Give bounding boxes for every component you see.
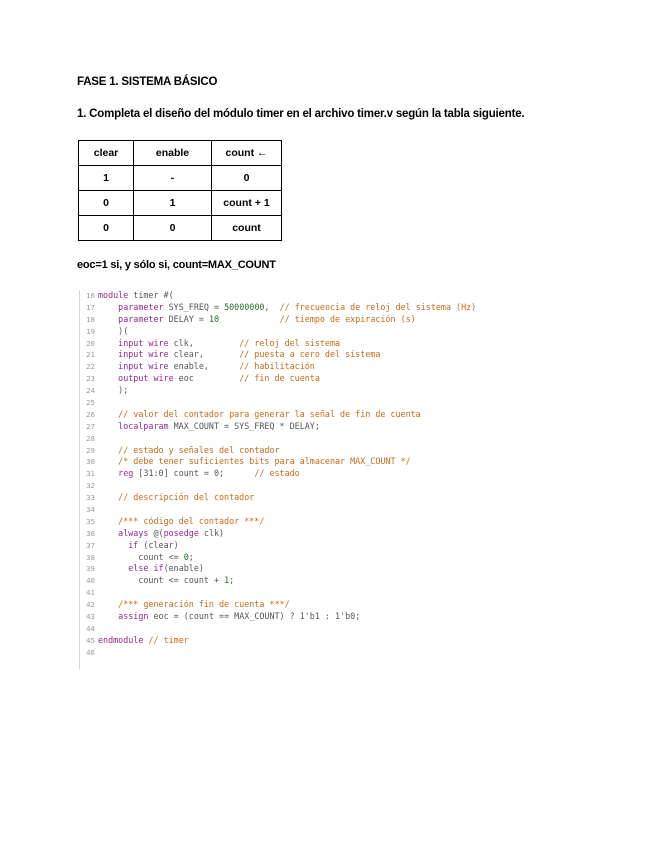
code-line	[80, 528, 570, 540]
code-text	[98, 516, 264, 528]
code-line	[80, 480, 570, 492]
code-token: // estado y señales del contador	[118, 444, 280, 455]
line-number: 27	[86, 421, 95, 431]
code-listing	[79, 290, 570, 669]
code-token	[98, 314, 118, 324]
code-text	[98, 373, 320, 385]
line-number: 30	[86, 457, 95, 467]
table-cell: -	[134, 166, 212, 191]
code-line	[80, 290, 570, 302]
code-token: reg	[118, 468, 134, 479]
code-token	[98, 599, 118, 609]
table-row	[79, 216, 282, 241]
code-token: module	[98, 290, 129, 300]
code-token	[98, 373, 118, 383]
section-heading: FASE 1. SISTEMA BÁSICO	[77, 76, 218, 88]
line-number: 19	[86, 326, 95, 336]
code-line	[80, 504, 570, 516]
code-line	[80, 552, 570, 564]
line-number: 29	[86, 445, 95, 455]
table-cell: 0	[134, 216, 212, 241]
line-number: 43	[86, 612, 95, 622]
code-token: // fin de cuenta	[239, 373, 320, 384]
table-row	[79, 166, 282, 191]
line-number: 46	[86, 647, 95, 657]
code-token: ;	[188, 551, 194, 562]
code-token: posedge	[163, 527, 199, 538]
code-token: clear,	[168, 349, 240, 360]
code-text	[98, 552, 194, 564]
code-token	[98, 349, 118, 359]
code-line	[80, 492, 570, 504]
code-text	[98, 314, 416, 326]
code-text	[98, 361, 315, 373]
code-token: // valor del contador para generar la señal de fin de cuenta	[118, 408, 421, 419]
code-token: (clear)	[138, 539, 179, 550]
code-text	[98, 492, 254, 504]
code-token: ;	[229, 575, 235, 586]
line-number: 16	[86, 291, 95, 300]
code-text	[98, 540, 179, 552]
code-line	[80, 433, 570, 445]
line-number: 38	[86, 552, 95, 562]
code-token: 50000000	[224, 301, 265, 312]
table-header-row	[79, 141, 282, 166]
code-line	[80, 302, 570, 314]
code-token: 1	[224, 575, 230, 586]
code-line	[80, 468, 570, 480]
code-text	[98, 385, 128, 397]
table-cell: 0	[212, 166, 282, 191]
code-text	[98, 421, 320, 433]
code-token: 0	[183, 551, 189, 562]
code-token: 10	[208, 313, 220, 324]
code-line	[80, 540, 570, 552]
line-number: 28	[86, 433, 95, 443]
code-token: eoc = (count == MAX_COUNT) ? 1'b1 : 1'b0;	[148, 611, 361, 622]
code-token: // habilitación	[239, 361, 315, 372]
code-token: /*** código del contador ***/	[118, 515, 265, 526]
code-text	[98, 635, 189, 647]
eoc-condition-text: eoc=1 si, y sólo si, count=MAX_COUNT	[77, 259, 276, 271]
code-line	[80, 456, 570, 468]
line-number: 22	[86, 362, 95, 372]
code-text	[98, 290, 174, 302]
code-token: // puesta a cero del sistema	[239, 349, 381, 360]
code-token: MAX_COUNT = SYS_FREQ * DELAY;	[168, 420, 320, 431]
code-token: [31:0] count = 0;	[133, 468, 255, 479]
code-token: clk)	[198, 527, 225, 538]
code-token: SYS_FREQ =	[163, 301, 225, 312]
code-token: parameter	[118, 301, 164, 312]
line-number: 40	[86, 576, 95, 586]
code-line	[80, 326, 570, 338]
line-number: 45	[86, 635, 95, 645]
code-token	[98, 409, 118, 419]
line-number: 24	[86, 386, 95, 396]
table-cell: 0	[79, 191, 134, 216]
line-number: 26	[86, 409, 95, 419]
line-number: 37	[86, 540, 95, 550]
code-token: // tiempo de expiración (s)	[279, 313, 416, 324]
code-text	[98, 575, 234, 587]
code-token: // reloj del sistema	[239, 337, 341, 348]
code-token: DELAY =	[163, 313, 209, 324]
code-token: always	[118, 527, 149, 538]
code-text	[98, 611, 360, 623]
code-token: /*** generación fin de cuenta ***/	[118, 599, 290, 610]
code-text	[98, 326, 128, 338]
code-token	[98, 563, 128, 573]
code-token	[98, 516, 118, 526]
code-token	[98, 611, 118, 621]
code-token: input wire	[118, 349, 169, 360]
code-token: else if	[128, 563, 164, 574]
code-line	[80, 338, 570, 350]
line-number: 36	[86, 528, 95, 538]
code-line	[80, 587, 570, 599]
code-token: clk,	[168, 337, 240, 348]
code-text	[98, 409, 421, 421]
code-text	[98, 349, 380, 361]
line-number: 44	[86, 623, 95, 633]
code-line	[80, 445, 570, 457]
table-cell: 1	[79, 166, 134, 191]
code-token: localparam	[118, 420, 169, 431]
code-token: count <=	[98, 551, 184, 562]
line-number: 23	[86, 374, 95, 384]
code-token	[219, 314, 280, 324]
line-number: 31	[86, 469, 95, 479]
truth-table	[78, 140, 282, 241]
code-token	[98, 456, 118, 466]
code-line	[80, 397, 570, 409]
code-token: input wire	[118, 337, 169, 348]
line-number: 25	[86, 398, 95, 408]
code-token: enable,	[168, 361, 240, 372]
code-token	[98, 421, 118, 431]
code-line	[80, 373, 570, 385]
line-number: 41	[86, 588, 95, 598]
code-text	[98, 338, 340, 350]
code-token: /* debe tener suficientes bits para almacenar MAX_COUNT */	[118, 456, 411, 467]
code-line	[80, 635, 570, 647]
line-number: 18	[86, 314, 95, 324]
code-token: output wire	[118, 373, 174, 384]
code-token: endmodule	[98, 634, 144, 645]
line-number: 20	[86, 338, 95, 348]
code-text	[98, 599, 290, 611]
code-token	[98, 302, 118, 312]
code-token: timer #(	[128, 290, 174, 300]
line-number: 17	[86, 302, 95, 312]
code-token: assign	[118, 611, 149, 622]
header-cell-count: count ←	[212, 141, 282, 166]
table-cell: 1	[134, 191, 212, 216]
line-number: 21	[86, 350, 95, 360]
code-line	[80, 623, 570, 635]
line-number: 39	[86, 564, 95, 574]
table-cell: 0	[79, 216, 134, 241]
code-line	[80, 421, 570, 433]
code-token	[98, 492, 118, 502]
code-text	[98, 528, 224, 540]
code-line	[80, 647, 570, 659]
code-token	[98, 361, 118, 371]
code-token: (enable)	[163, 563, 204, 574]
line-number: 33	[86, 493, 95, 503]
table-row	[79, 191, 282, 216]
code-token	[98, 468, 118, 478]
code-token	[98, 540, 128, 550]
code-token: // frecuencia de reloj del sistema (Hz)	[279, 301, 477, 312]
code-text	[98, 456, 411, 468]
code-line	[80, 575, 570, 587]
header-cell-enable: enable	[134, 141, 212, 166]
task-instruction: 1. Completa el diseño del módulo timer en el archivo timer.v según la tabla siguiente.	[77, 108, 525, 120]
code-line	[80, 385, 570, 397]
code-text	[98, 563, 204, 575]
table-cell: count + 1	[212, 191, 282, 216]
code-token: count <= count +	[98, 575, 225, 586]
code-token: // estado	[254, 468, 300, 479]
code-line	[80, 361, 570, 373]
code-line	[80, 611, 570, 623]
code-token: // descripción del contador	[118, 492, 255, 503]
code-token: )(	[98, 325, 129, 336]
code-text	[98, 445, 280, 457]
code-token: parameter	[118, 313, 164, 324]
table-cell: count	[212, 216, 282, 241]
code-line	[80, 409, 570, 421]
line-number: 35	[86, 516, 95, 526]
header-cell-clear: clear	[79, 141, 134, 166]
code-line	[80, 314, 570, 326]
code-token: eoc	[173, 373, 240, 384]
line-number: 32	[86, 481, 95, 491]
code-token	[98, 528, 118, 538]
code-token: input wire	[118, 361, 169, 372]
code-line	[80, 516, 570, 528]
code-token	[98, 445, 118, 455]
code-token: if	[128, 539, 139, 550]
code-text	[98, 302, 476, 314]
code-token: );	[98, 385, 129, 396]
code-line	[80, 599, 570, 611]
code-token: // timer	[148, 634, 189, 645]
code-token	[98, 338, 118, 348]
line-number: 34	[86, 505, 95, 515]
code-token: @(	[148, 527, 164, 538]
code-token: ,	[264, 301, 280, 312]
line-number: 42	[86, 600, 95, 610]
code-line	[80, 349, 570, 361]
code-line	[80, 563, 570, 575]
code-text	[98, 468, 300, 480]
